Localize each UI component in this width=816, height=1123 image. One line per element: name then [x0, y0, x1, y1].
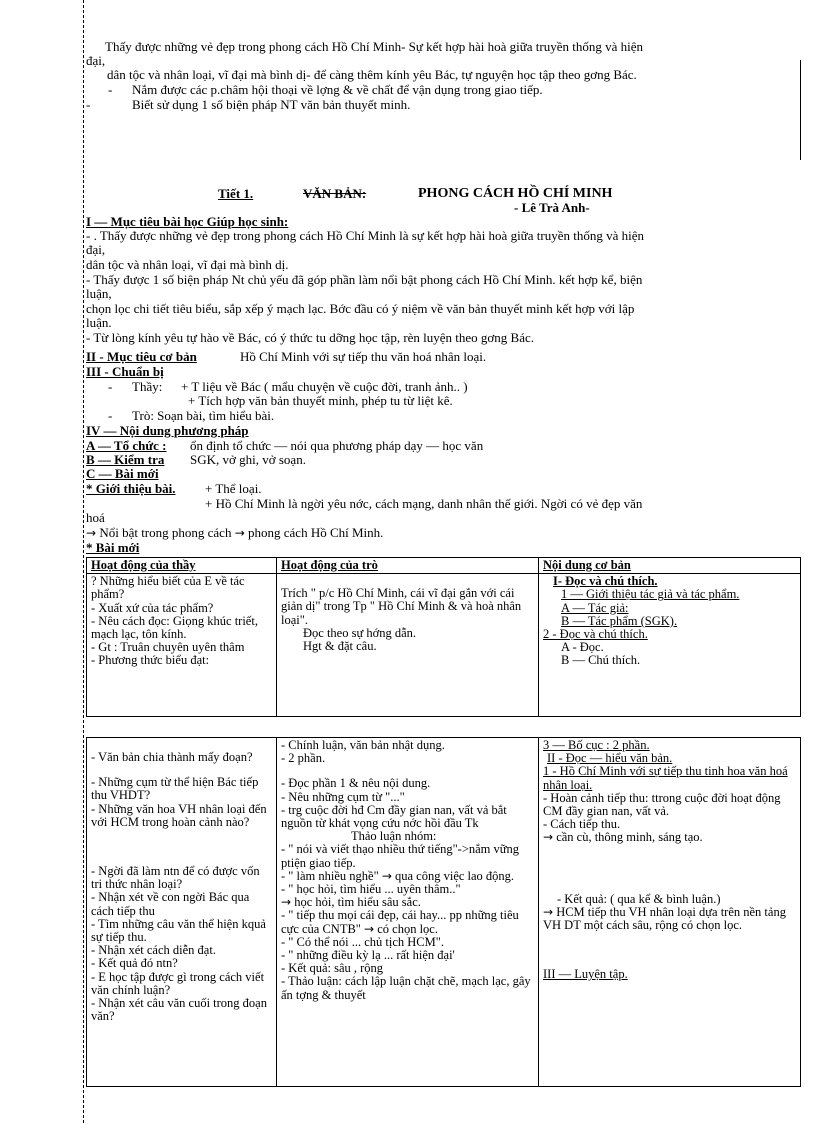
fragment-bullet: -	[86, 97, 91, 112]
table-header: Nội dung cơ bản	[539, 558, 801, 574]
arrow-icon: →	[364, 921, 375, 936]
table-cell: ? Những hiểu biết của E về tác phẩm? - Xuất xứ của tác phẩm? - Nêu cách đọc: Giọng khúc triết, mạch lạc, tôn kính. - Gt : Truân chuyên uyên thâm - Phương thức biểu đạt:	[87, 574, 277, 717]
arrow-icon: →	[86, 526, 97, 540]
text-line: + Tích hợp văn bản thuyết minh, phép tu từ liệt kê.	[188, 393, 453, 408]
section-heading: I — Mục tiêu bài học Giúp học sinh:	[86, 214, 289, 229]
text-line: đại,	[86, 242, 106, 257]
text-line: - . Thấy được những vẻ đẹp trong phong cách Hồ Chí Minh là sự kết hợp hài hoà giữa truyền thống và hiện	[86, 228, 644, 243]
table-cell: - Văn bản chia thành mấy đoạn? - Những cụm từ thể hiện Bác tiếp thu VHDT? - Những văn hoa VH nhân loại đến với HCM trong hoàn cảnh nào? - Ngời đã làm ntn để có được vốn tri thức nhân loại? - Nhận xét về con ngời Bác qua cách tiếp thu - Tìm những câu văn thể hiện kquả sự tiếp thu. - Nhận xét cách diễn đạt. - Kết quả đó ntn? - E học tập được gì trong cách viết văn chính luận? - Nhận xét câu văn cuối trong đoạn văn?	[87, 738, 277, 1087]
fragment-bullet: -	[108, 82, 113, 97]
right-border-line	[800, 60, 801, 160]
table-cell: - Chính luận, văn bản nhật dụng. - 2 phần. - Đọc phần 1 & nêu nội dung. - Nêu những cụm từ "..." - trg cuộc đời hđ Cm đầy gian nan, vất vả bắt nguồn từ khát vọng cứu nớc hồi đầu Tk Thảo luận nhóm: - " nói và viết thạo nhiều thứ tiếng"->nắm vững ptiện giao tiếp. - " làm nhiều nghề" → qua công việc lao động. - " học hỏi, tìm hiểu ... uyên thâm.." → học hỏi, tìm hiểu sâu sắc. - " tiếp thu mọi cái đẹp, cái hay... pp những tiêu cực của CNTB" → có chọn lọc. - " Có thể nói ... chủ tịch HCM". - " những điều kỳ lạ ... rất hiện đại' - Kết quả: sâu , rộng - Thảo luận: cách lập luận chặt chẽ, mạch lạc, gây ấn tợng & thuyết	[277, 738, 539, 1087]
fragment-line: Biết sử dụng 1 số biện pháp NT văn bản thuyết minh.	[132, 97, 411, 112]
text-line: chọn lọc chi tiết tiêu biểu, sắp xếp ý mạch lạc. Bớc đầu có ý niệm về văn bản thuyết minh kết hợp với lập	[86, 301, 635, 316]
lesson-table-1	[86, 557, 801, 717]
arrow-icon: →	[543, 904, 554, 919]
text-line: Trò: Soạn bài, tìm hiểu bài.	[132, 408, 275, 423]
text-line: SGK, vở ghi, vở soạn.	[190, 452, 306, 467]
table-cell: Trích " p/c Hồ Chí Minh, cái vĩ đại gắn với cái giản dị" trong Tp " Hồ Chí Minh & và hoà nhân loại". Đọc theo sự hớng dẫn. Hgt & đặt câu.	[277, 574, 539, 717]
fragment-line: Thấy được những vẻ đẹp trong phong cách Hồ Chí Minh- Sự kết hợp hài hoà giữa truyền thống và hiện	[105, 39, 643, 54]
page-title: PHONG CÁCH HỒ CHÍ MINH	[418, 186, 613, 201]
lesson-type: VĂN BẢN:	[303, 186, 367, 201]
fragment-line: đại,	[86, 53, 106, 68]
section-heading: II - Mục tiêu cơ bản	[86, 349, 197, 364]
label: * Bài mới	[86, 540, 140, 555]
text-line: + Thể loại.	[205, 481, 262, 496]
label: * Giới thiệu bài.	[86, 481, 176, 496]
arrow-icon: →	[281, 895, 292, 910]
text-line: - Thấy được 1 số biện pháp Nt chủ yếu đã góp phần làm nổi bật phong cách Hồ Chí Minh. kết hợp kể, biện	[86, 272, 643, 287]
text-line: + Hồ Chí Minh là ngời yêu nớc, cách mạng, danh nhân thế giới. Ngời có vẻ đẹp văn	[205, 496, 643, 511]
text-line: ổn định tổ chức — nói qua phương pháp dạy — học văn	[190, 438, 484, 453]
text-line: hoá	[86, 510, 105, 525]
text-line: Hồ Chí Minh với sự tiếp thu văn hoá nhân loại.	[240, 349, 487, 364]
table-header: Hoạt động của trò	[277, 558, 539, 574]
arrow-icon: →	[234, 526, 245, 540]
table-cell: 3 — Bố cục : 2 phần. II - Đọc — hiểu văn bản. 1 - Hồ Chí Minh với sự tiếp thu tinh hoa văn hoá nhân loại. - Hoàn cảnh tiếp thu: ttrong cuộc đời hoạt động CM đầy gian nan, vất vả. - Cách tiếp thu. → cần cù, thông minh, sáng tạo. - Kết quả: ( qua kể & bình luận.) → HCM tiếp thu VH nhân loại dựa trên nền tảng VH DT một cách sâu, rộng có chọn lọc. III — Luyện tập.	[539, 738, 801, 1087]
label: Thầy:	[132, 379, 163, 394]
lesson-number: Tiết 1.	[218, 186, 254, 201]
section-heading: III - Chuẩn bị	[86, 364, 164, 379]
bullet: -	[108, 379, 113, 394]
text-line: + T liệu về Bác ( mẩu chuyện về cuộc đời, tranh ảnh.. )	[181, 379, 468, 394]
arrow-icon: →	[543, 830, 554, 845]
fragment-line: dân tộc và nhân loại, vĩ đại mà bình dị- để càng thêm kính yêu Bác, tự nguyện học tập theo gơng Bác.	[107, 67, 637, 82]
margin-dashed-line	[83, 0, 84, 1123]
table-header: Hoạt động của thầy	[87, 558, 277, 574]
label: C — Bài mới	[86, 466, 159, 481]
label: B — Kiểm tra	[86, 452, 165, 467]
section-heading: IV — Nội dung phương pháp	[86, 423, 249, 438]
text-line: dân tộc và nhân loại, vĩ đại mà bình dị.	[86, 257, 289, 272]
author: - Lê Trà Anh-	[514, 200, 590, 215]
table-cell: I- Đọc và chú thích. 1 — Giới thiệu tác giả và tác phẩm. A — Tác giả: B — Tác phẩm (SGK). 2 - Đọc và chú thích. A - Đọc. B — Chú thích.	[539, 574, 801, 717]
label: A — Tổ chức :	[86, 438, 167, 453]
text-line: - Từ lòng kính yêu tự hào về Bác, có ý thức tu dỡng học tập, rèn luyện theo gơng Bác.	[86, 330, 535, 345]
text-line: → Nổi bật trong phong cách → phong cách Hồ Chí Minh.	[86, 525, 384, 540]
fragment-line: Nắm được các p.châm hội thoại về lợng & về chất để vận dụng trong giao tiếp.	[132, 82, 543, 97]
text-line: luận.	[86, 315, 112, 330]
bullet: -	[108, 408, 113, 423]
lesson-table-2	[86, 737, 801, 1087]
arrow-icon: →	[381, 868, 392, 883]
text-line: luận,	[86, 286, 112, 301]
